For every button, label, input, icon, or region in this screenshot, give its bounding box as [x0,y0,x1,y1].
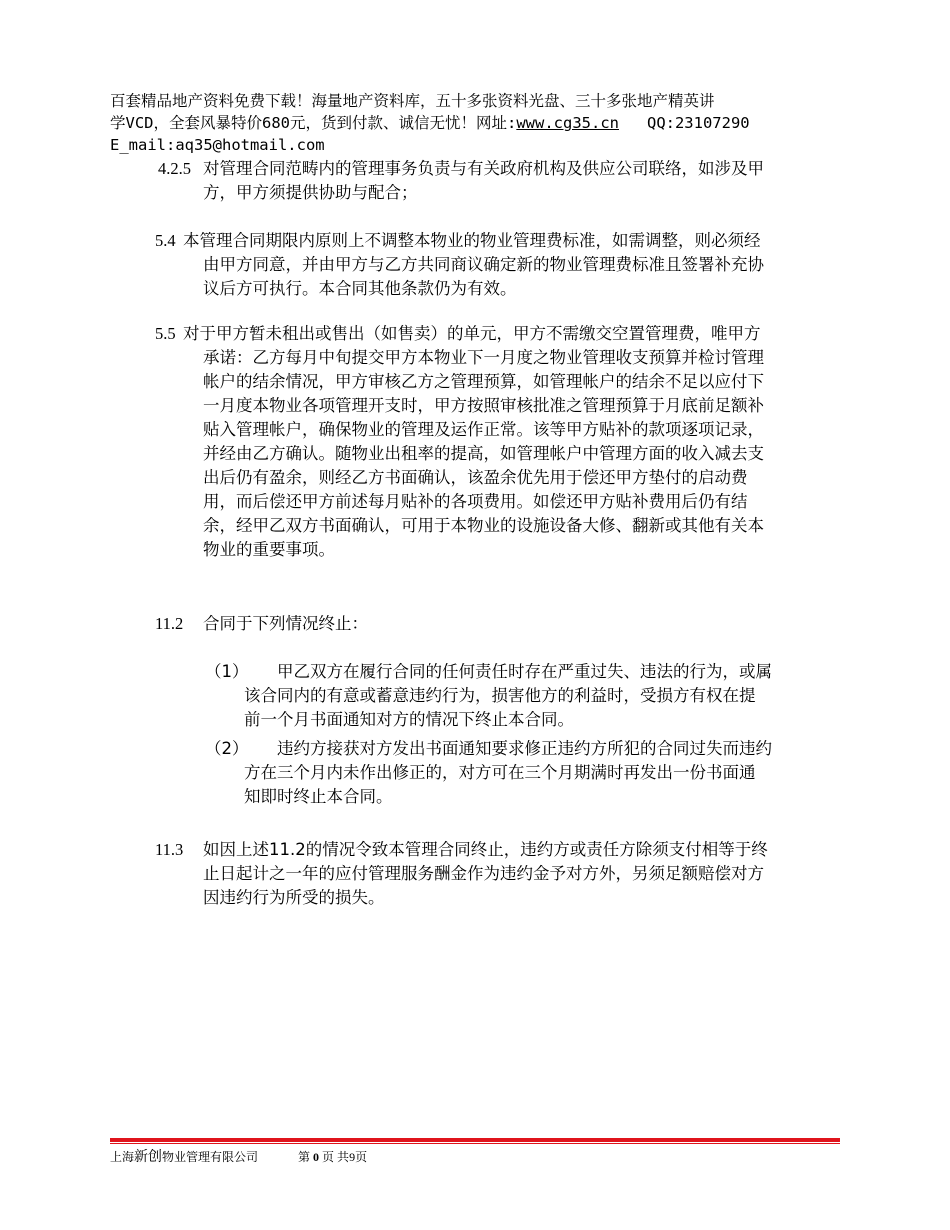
clause-line: 对于甲方暂未租出或售出（如售卖）的单元，甲方不需缴交空置管理费，唯甲方 [183,324,761,343]
clause-5-5 [155,322,764,562]
clause-number: 11.2 [155,614,184,633]
clause-line: 贴入管理帐户，确保物业的管理及运作正常。该等甲方贴补的款项逐项记录， [203,420,764,439]
clause-line: 对管理合同范畴内的管理事务负责与有关政府机构及供应公司联络，如涉及甲 [203,159,764,178]
clause-11-2 [155,612,368,636]
footer-rule-thin [110,1143,840,1144]
total-pages: 9 [349,1150,356,1164]
clause-4-2-5 [158,157,764,205]
clause-line: 甲乙双方在履行合同的任何责任时存在严重过失、违法的行为，或属 [277,662,772,681]
page-text: 页 共 [322,1150,350,1164]
clause-number: 4.2.5 [158,159,191,178]
ad-line-1: 百套精品地产资料免费下载！海量地产资料库，五十多张资料光盘、三十多张地产精英讲 [110,92,715,110]
ad-header [110,90,845,156]
clause-line: 帐户的结余情况，甲方审核乙方之管理预算，如管理帐户的结余不足以应付下 [203,372,764,391]
clause-number: 5.5 [155,324,176,343]
clause-line: 并经由乙方确认。随物业出租率的提高，如管理帐户中管理方面的收入减去支 [203,444,764,463]
clause-number: 11.3 [155,840,184,859]
clause-line: 余，经甲乙双方书面确认，可用于本物业的设施设备大修、翻新或其他有关本 [203,516,764,535]
ad-line-2-text: 学VCD，全套风暴特价680元，货到付款、诚信无忧！网址: [110,114,517,132]
page-number [298,1150,367,1164]
clause-line: 知即时终止本合同。 [244,787,393,806]
item-number: （2） [205,739,249,758]
clause-line: 议后方可执行。本合同其他条款仍为有效。 [203,279,517,298]
clause-line: 前一个月书面通知对方的情况下终止本合同。 [244,710,574,729]
ad-line-2 [110,112,845,134]
company-name-part: 上海 [110,1150,135,1164]
clause-line: 用，而后偿还甲方前述每月贴补的各项费用。如偿还甲方贴补费用后仍有结 [203,492,748,511]
clause-line: 合同于下列情况终止： [203,614,368,633]
company-name [110,1150,258,1164]
clause-line: 止日起计之一年的应付管理服务酬金作为违约金予对方外，另须足额赔偿对方 [203,864,764,883]
email-line: E_mail:aq35@hotmail.com [110,136,325,154]
clause-line: 出后仍有盈余，则经乙方书面确认，该盈余优先用于偿还甲方垫付的启动费 [203,468,748,487]
clause-line: 物业的重要事项。 [203,540,335,559]
clause-line: 本管理合同期限内原则上不调整本物业的物业管理费标准，如需调整，则必须经 [183,231,761,250]
clause-line: 方在三个月内未作出修正的，对方可在三个月期满时再发出一份书面通 [244,763,756,782]
page-footer [110,1149,367,1166]
clause-line: 由甲方同意，并由甲方与乙方共同商议确定新的物业管理费标准且签署补充协 [203,255,764,274]
clause-11-2-item-2 [205,737,772,809]
clause-11-3 [155,838,768,910]
clause-number: 5.4 [155,231,176,250]
clause-line: 一月度本物业各项管理开支时，甲方按照审核批准之管理预算于月底前足额补 [203,396,764,415]
footer-rule [110,1138,840,1142]
clause-11-2-item-1 [205,660,772,732]
clause-line: 该合同内的有意或蓄意违约行为，损害他方的利益时，受损方有权在提 [244,686,756,705]
company-name-part: 物业管理有限公司 [162,1150,259,1164]
clause-line: 承诺：乙方每月中旬提交甲方本物业下一月度之物业管理收支预算并检讨管理 [203,348,764,367]
clause-line: 方，甲方须提供协助与配合； [203,183,418,202]
clause-5-4 [155,229,764,301]
page-text: 第 [298,1150,311,1164]
clause-line: 如因上述11.2的情况令致本管理合同终止，违约方或责任方除须支付相等于终 [203,840,768,859]
company-name-brand: 新创 [134,1150,163,1165]
website-link[interactable]: www.cg35.cn [516,114,619,132]
qq-number: QQ:23107290 [646,114,750,132]
page-text: 页 [355,1150,368,1164]
clause-line: 因违约行为所受的损失。 [203,888,385,907]
clause-line: 违约方接获对方发出书面通知要求修正违约方所犯的合同过失而违约 [277,739,772,758]
current-page: 0 [313,1150,320,1164]
item-number: （1） [205,662,249,681]
